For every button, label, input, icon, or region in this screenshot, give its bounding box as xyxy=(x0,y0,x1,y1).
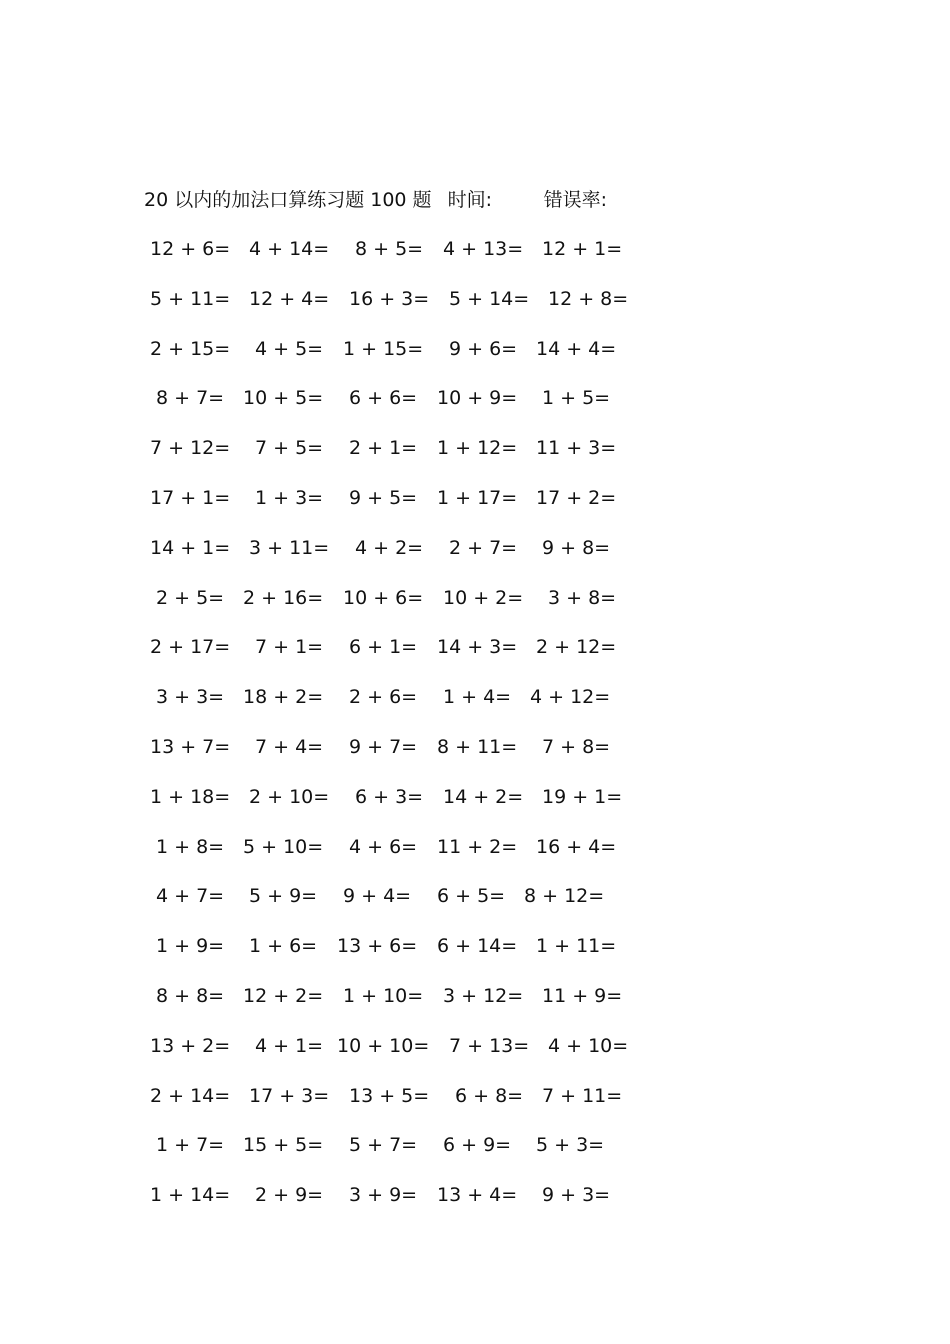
problem-item: 8 + 5= xyxy=(355,238,424,260)
problem-item: 3 + 12= xyxy=(443,985,524,1007)
problem-item: 1 + 6= xyxy=(249,935,318,958)
problem-item: 13 + 6= xyxy=(337,935,418,958)
problem-item: 2 + 9= xyxy=(255,1184,324,1207)
problem-item: 5 + 3= xyxy=(536,1134,605,1157)
problem-item: 7 + 4= xyxy=(255,736,324,758)
problem-item: 10 + 5= xyxy=(243,387,324,410)
problem-item: 5 + 10= xyxy=(243,835,324,858)
problem-item: 7 + 11= xyxy=(542,1084,623,1107)
problem-item: 1 + 4= xyxy=(443,686,512,709)
problem-item: 17 + 2= xyxy=(536,487,617,509)
problem-item: 5 + 14= xyxy=(449,287,530,310)
problem-item: 9 + 5= xyxy=(349,487,418,509)
problem-item: 1 + 5= xyxy=(542,387,611,410)
problem-item: 5 + 9= xyxy=(249,885,318,908)
problem-item: 12 + 2= xyxy=(243,985,324,1007)
problem-item: 1 + 8= xyxy=(156,835,225,858)
problem-item: 16 + 3= xyxy=(349,287,430,310)
problem-item: 1 + 11= xyxy=(536,935,617,958)
problem-item: 3 + 9= xyxy=(349,1184,418,1207)
problem-item: 6 + 9= xyxy=(443,1134,512,1157)
problem-item: 4 + 1= xyxy=(255,1034,324,1057)
problem-item: 9 + 3= xyxy=(542,1184,611,1207)
problem-item: 2 + 16= xyxy=(243,586,324,609)
problem-item: 4 + 12= xyxy=(530,686,611,709)
problem-item: 14 + 1= xyxy=(150,536,231,559)
problem-item: 15 + 5= xyxy=(243,1134,324,1157)
problem-item: 1 + 3= xyxy=(255,487,324,509)
problem-item: 2 + 1= xyxy=(349,437,418,460)
problem-item: 3 + 11= xyxy=(249,536,330,559)
problem-item: 7 + 8= xyxy=(542,736,611,758)
problem-item: 18 + 2= xyxy=(243,686,324,709)
problem-item: 1 + 14= xyxy=(150,1184,231,1207)
problem-item: 3 + 3= xyxy=(156,686,225,709)
problem-item: 6 + 5= xyxy=(437,885,506,908)
error-rate-label: 错误率: xyxy=(543,189,608,211)
problem-item: 6 + 1= xyxy=(349,636,418,659)
problem-item: 14 + 2= xyxy=(443,785,524,808)
problem-item: 4 + 7= xyxy=(156,885,225,908)
problem-item: 5 + 7= xyxy=(349,1134,418,1157)
problem-item: 12 + 4= xyxy=(249,287,330,310)
problem-item: 1 + 17= xyxy=(437,487,518,509)
problem-item: 2 + 7= xyxy=(449,536,518,559)
problem-item: 16 + 4= xyxy=(536,835,617,858)
problem-item: 1 + 10= xyxy=(343,985,424,1007)
problem-item: 1 + 9= xyxy=(156,935,225,958)
problem-item: 9 + 4= xyxy=(343,885,412,908)
problem-item: 11 + 9= xyxy=(542,985,623,1007)
problem-item: 11 + 2= xyxy=(437,835,518,858)
problem-item: 8 + 12= xyxy=(524,885,605,908)
problem-item: 12 + 6= xyxy=(150,238,231,260)
problem-item: 19 + 1= xyxy=(542,785,623,808)
problem-item: 2 + 10= xyxy=(249,785,330,808)
problem-item: 9 + 6= xyxy=(449,337,518,360)
problem-item: 4 + 13= xyxy=(443,238,524,260)
problem-item: 5 + 11= xyxy=(150,287,231,310)
worksheet-title: 20 以内的加法口算练习题 100 题 xyxy=(144,189,432,211)
problem-item: 4 + 10= xyxy=(548,1034,629,1057)
problem-item: 2 + 12= xyxy=(536,636,617,659)
problem-item: 6 + 6= xyxy=(349,387,418,410)
problem-item: 1 + 12= xyxy=(437,437,518,460)
problem-item: 2 + 15= xyxy=(150,337,231,360)
problem-item: 13 + 5= xyxy=(349,1084,430,1107)
problem-item: 8 + 7= xyxy=(156,387,225,410)
problem-item: 4 + 6= xyxy=(349,835,418,858)
problem-item: 2 + 5= xyxy=(156,586,225,609)
problem-item: 14 + 4= xyxy=(536,337,617,360)
problem-item: 2 + 6= xyxy=(349,686,418,709)
problem-item: 6 + 3= xyxy=(355,785,424,808)
problem-item: 13 + 4= xyxy=(437,1184,518,1207)
time-label: 时间: xyxy=(447,189,493,211)
problem-item: 12 + 1= xyxy=(542,238,623,260)
problem-item: 7 + 13= xyxy=(449,1034,530,1057)
problem-item: 1 + 18= xyxy=(150,785,231,808)
problem-item: 4 + 2= xyxy=(355,536,424,559)
problem-item: 6 + 14= xyxy=(437,935,518,958)
problem-item: 17 + 1= xyxy=(150,487,231,509)
problem-item: 13 + 7= xyxy=(150,736,231,758)
problem-item: 14 + 3= xyxy=(437,636,518,659)
problem-item: 3 + 8= xyxy=(548,586,617,609)
problem-item: 10 + 2= xyxy=(443,586,524,609)
problem-item: 6 + 8= xyxy=(455,1084,524,1107)
problem-item: 4 + 5= xyxy=(255,337,324,360)
problem-item: 10 + 10= xyxy=(337,1034,430,1057)
problem-item: 10 + 9= xyxy=(437,387,518,410)
problem-item: 12 + 8= xyxy=(548,287,629,310)
problem-item: 8 + 11= xyxy=(437,736,518,758)
problem-item: 7 + 5= xyxy=(255,437,324,460)
problem-item: 10 + 6= xyxy=(343,586,424,609)
problem-item: 17 + 3= xyxy=(249,1084,330,1107)
problem-item: 1 + 7= xyxy=(156,1134,225,1157)
problem-item: 1 + 15= xyxy=(343,337,424,360)
problem-item: 4 + 14= xyxy=(249,238,330,260)
problem-item: 9 + 7= xyxy=(349,736,418,758)
problem-item: 7 + 12= xyxy=(150,437,231,460)
problem-item: 2 + 17= xyxy=(150,636,231,659)
problem-item: 8 + 8= xyxy=(156,985,225,1007)
problem-item: 9 + 8= xyxy=(542,536,611,559)
problem-item: 11 + 3= xyxy=(536,437,617,460)
problem-item: 2 + 14= xyxy=(150,1084,231,1107)
problem-item: 7 + 1= xyxy=(255,636,324,659)
problem-item: 13 + 2= xyxy=(150,1034,231,1057)
